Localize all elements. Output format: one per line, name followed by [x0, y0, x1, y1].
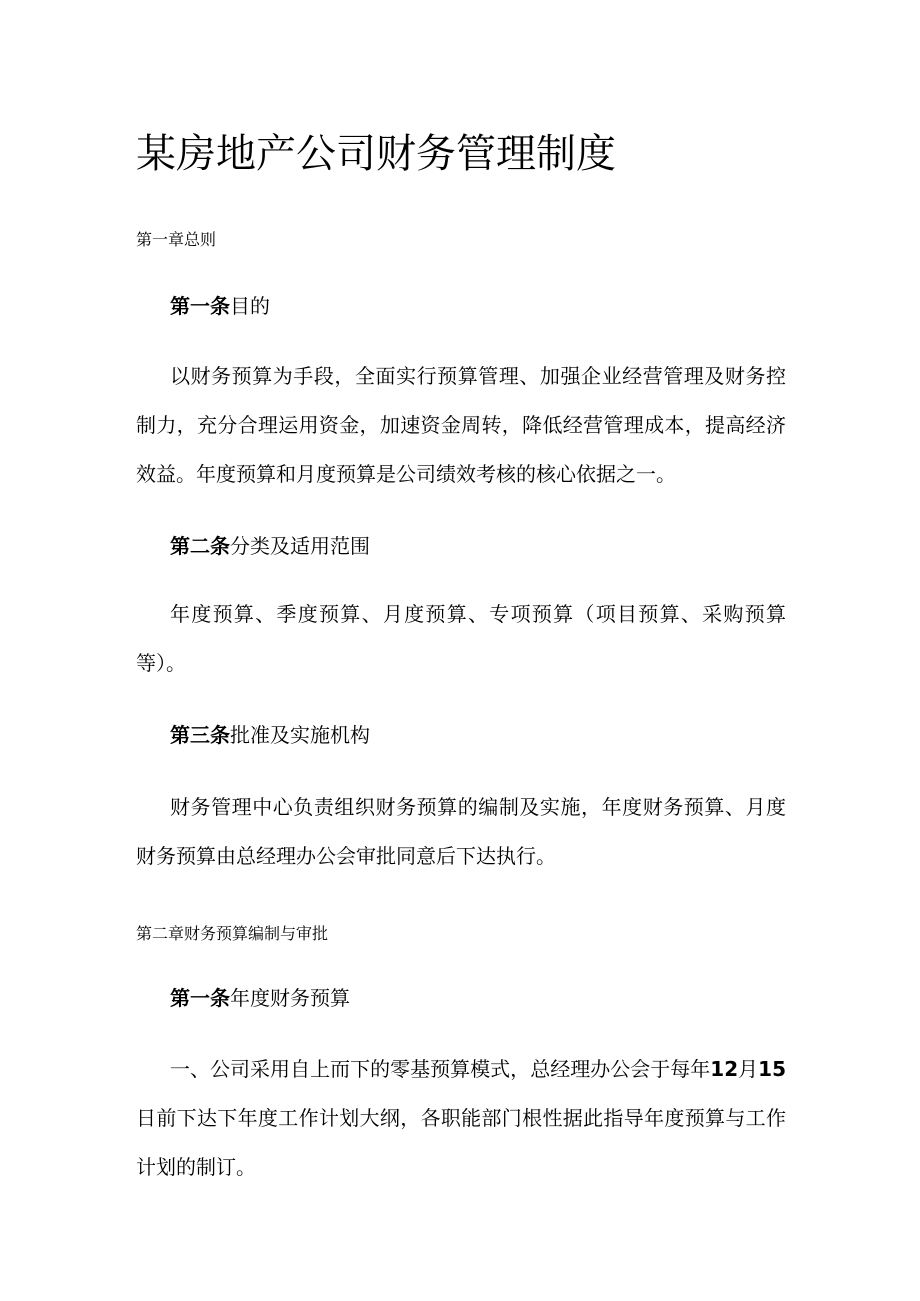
body-text: 一、公司采用自上而下的零基预算模式，总经理办公会于每年: [170, 1057, 711, 1081]
article-title: 年度财务预算: [230, 986, 350, 1010]
article-number: 第三条: [170, 723, 230, 747]
day-number: 15: [758, 1057, 787, 1081]
chapter-2-heading: 第二章财务预算编制与审批: [136, 924, 329, 943]
body-text: 日前下达下年度工作计划大纲，各职能部门根性据此指导年度预算与工作计划的制订。: [136, 1106, 786, 1179]
chapter-1-article-1-body: 以财务预算为手段，全面实行预算管理、加强企业经营管理及财务控制力，充分合理运用资金，加速资金周转，降低经营管理成本，提高经济效益。年度预算和月度预算是公司绩效考核的核心依据之一。: [136, 364, 786, 486]
article-number: 第二条: [170, 534, 230, 558]
chapter-1-article-1-heading: [170, 292, 270, 320]
article-title: 批准及实施机构: [230, 723, 370, 747]
chapter-2-article-1-heading: [170, 984, 350, 1012]
chapter-1-article-2-body: 年度预算、季度预算、月度预算、专项预算（项目预算、采购预算等）。: [136, 602, 786, 675]
chapter-1-article-3-heading: [170, 721, 370, 749]
chapter-2-article-1-body: [136, 1045, 786, 1192]
article-number: 第一条: [170, 986, 230, 1010]
chapter-1-heading: 第一章总则: [136, 230, 217, 249]
body-text: 月: [738, 1057, 759, 1081]
month-number: 12: [710, 1057, 739, 1081]
article-title: 目的: [230, 294, 270, 318]
article-number: 第一条: [170, 294, 230, 318]
article-title: 分类及适用范围: [230, 534, 370, 558]
document-title: 某房地产公司财务管理制度: [136, 131, 616, 177]
chapter-1-article-3-body: 财务管理中心负责组织财务预算的编制及实施，年度财务预算、月度财务预算由总经理办公会审批同意后下达执行。: [136, 795, 786, 868]
chapter-1-article-2-heading: [170, 532, 370, 560]
